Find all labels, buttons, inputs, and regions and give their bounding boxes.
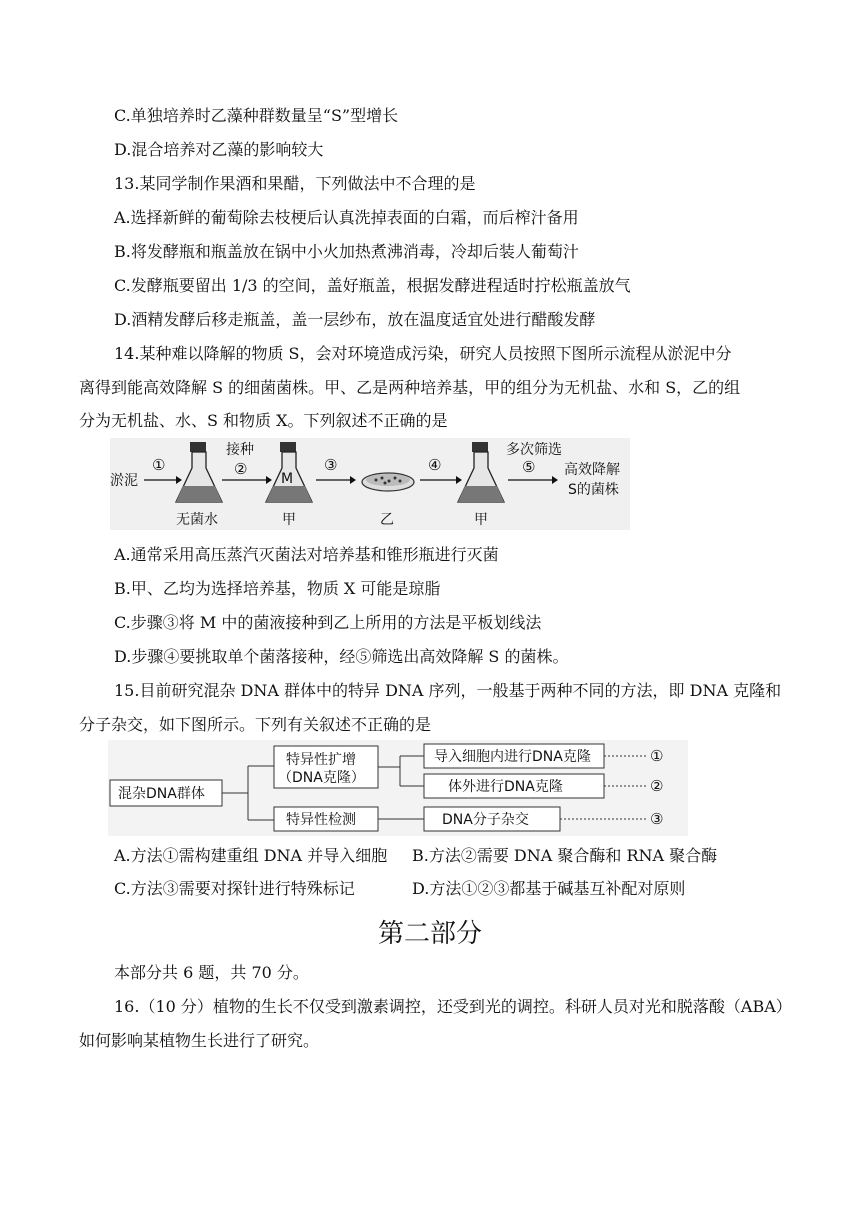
q16-stem-line1: 16.（10 分）植物的生长不仅受到激素调控，还受到光的调控。科研人员对光和脱落酸（ABA） <box>114 997 792 1016</box>
inoculate-label: 接种 <box>226 442 254 458</box>
section-note: 本部分共 6 题，共 70 分。 <box>114 963 309 982</box>
q15-option-d: D.方法①②③都基于碱基互补配对原则 <box>412 879 686 898</box>
q14-option-a: A.通常采用高压蒸汽灭菌法对培养基和锥形瓶进行灭菌 <box>114 545 499 564</box>
leaf1-label: 导入细胞内进行DNA克隆 <box>434 749 591 765</box>
q12-option-c: C.单独培养时乙藻种群数量呈“S”型增长 <box>114 106 399 125</box>
num-3: ③ <box>650 810 664 828</box>
step-5: ⑤ <box>522 458 536 476</box>
q16-stem-line2: 如何影响某植物生长进行了研究。 <box>79 1031 320 1050</box>
num-2: ② <box>650 777 664 795</box>
q14-option-d: D.步骤④要挑取单个菌落接种，经⑤筛选出高效降解 S 的菌株。 <box>114 647 569 666</box>
q15-method-figure <box>108 740 688 836</box>
q15-option-c: C.方法③需要对探针进行特殊标记 <box>114 879 355 898</box>
q13-option-c: C.发酵瓶要留出 1/3 的空间，盖好瓶盖，根据发酵进程适时拧松瓶盖放气 <box>114 276 631 295</box>
q15-option-b: B.方法②需要 DNA 聚合酶和 RNA 聚合酶 <box>412 846 718 865</box>
flask-letter-m: M <box>281 471 294 487</box>
screen-label: 多次筛选 <box>506 442 562 458</box>
q14-stem-line3: 分为无机盐、水、S 和物质 X。下列叙述不正确的是 <box>79 411 448 430</box>
flask2-label: 甲 <box>282 512 296 528</box>
section-heading: 第二部分 <box>377 919 482 949</box>
petri-plate <box>362 473 414 491</box>
amp-label-1: 特异性扩增 <box>286 752 356 768</box>
result-line2: S的菌株 <box>568 482 619 498</box>
leaf2-label: 体外进行DNA克隆 <box>448 779 563 795</box>
step-1: ① <box>152 456 166 474</box>
q14-stem-line1: 14.某种难以降解的物质 S，会对环境造成污染，研究人员按照下图所示流程从淤泥中分 <box>114 344 732 363</box>
step-3: ③ <box>324 456 338 474</box>
q14-option-c: C.步骤③将 M 中的菌液接种到乙上所用的方法是平板划线法 <box>114 613 542 632</box>
q14-option-b: B.甲、乙均为选择培养基，物质 X 可能是琼脂 <box>114 579 441 598</box>
q14-stem-line2: 离得到能高效降解 S 的细菌菌株。甲、乙是两种培养基，甲的组分为无机盐、水和 S，乙的组 <box>79 378 741 397</box>
flask1-label: 无菌水 <box>176 512 218 528</box>
q13-option-a: A.选择新鲜的葡萄除去枝梗后认真洗掉表面的白霜，而后榨汁备用 <box>114 208 579 227</box>
amp-label-2: （DNA克隆） <box>278 770 365 786</box>
detect-label: 特异性检测 <box>286 812 356 828</box>
q15-option-a: A.方法①需构建重组 DNA 并导入细胞 <box>114 846 388 865</box>
leaf3-label: DNA分子杂交 <box>442 812 529 828</box>
step-4: ④ <box>428 456 442 474</box>
start-label: 淤泥 <box>110 473 138 489</box>
plate-label: 乙 <box>380 512 394 528</box>
num-1: ① <box>650 747 664 765</box>
root-label: 混杂DNA群体 <box>118 786 205 802</box>
result-line1: 高效降解 <box>564 462 620 478</box>
q15-stem-line2: 分子杂交，如下图所示。下列有关叙述不正确的是 <box>79 715 432 734</box>
q12-option-d: D.混合培养对乙藻的影响较大 <box>114 140 324 159</box>
q13-option-b: B.将发酵瓶和瓶盖放在锅中小火加热煮沸消毒，冷却后装人葡萄汁 <box>114 242 579 261</box>
q13-stem: 13.某同学制作果酒和果醋，下列做法中不合理的是 <box>114 174 476 193</box>
q15-stem-line1: 15.目前研究混杂 DNA 群体中的特异 DNA 序列，一般基于两种不同的方法，即 DNA 克隆和 <box>114 681 782 700</box>
q13-option-d: D.酒精发酵后移走瓶盖，盖一层纱布，放在温度适宜处进行醋酸发酵 <box>114 310 596 329</box>
q14-flow-figure <box>110 438 630 530</box>
step-2: ② <box>234 460 248 478</box>
flask3-label: 甲 <box>474 512 488 528</box>
